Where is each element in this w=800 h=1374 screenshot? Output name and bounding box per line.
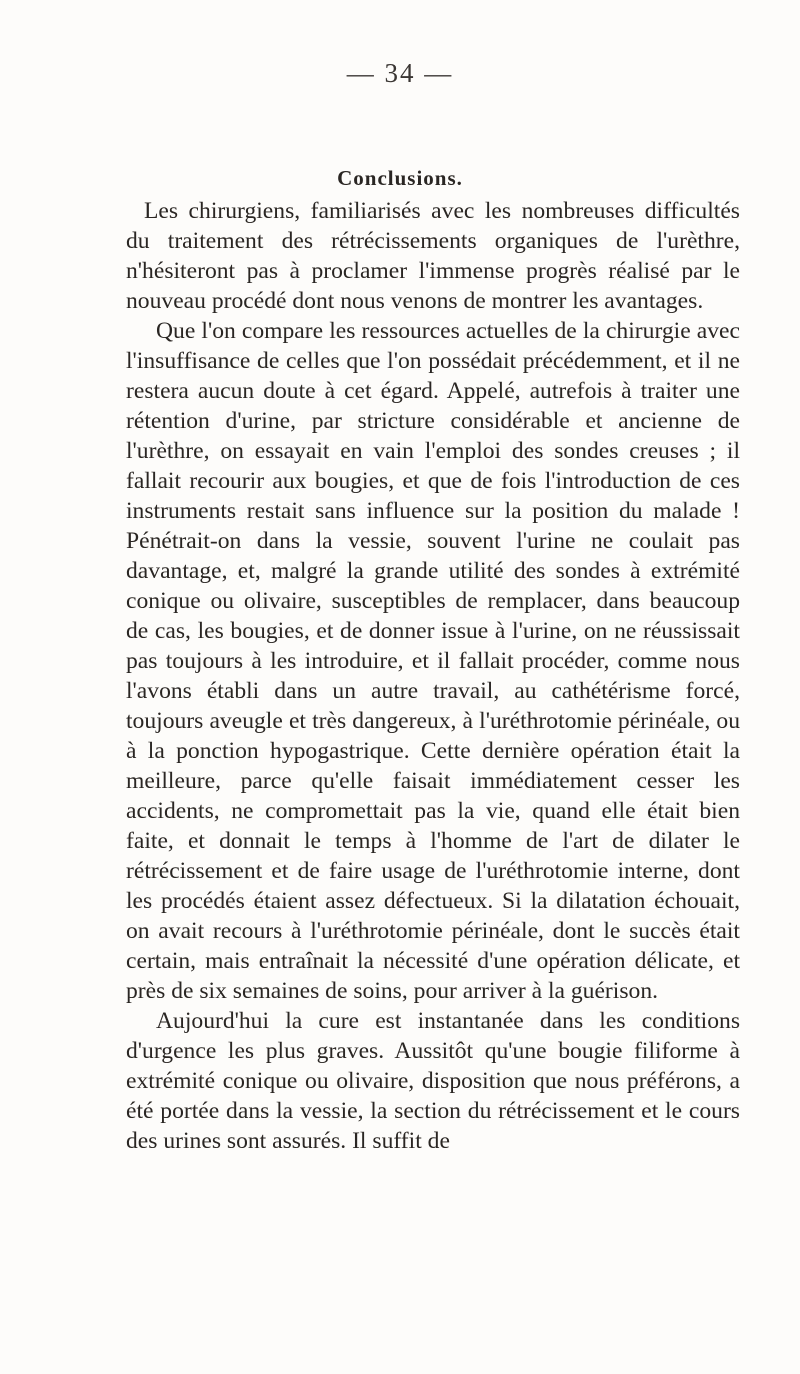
paragraph-3: Aujourd'hui la cure est instantanée dans les conditions d'urgence les plus graves. Aussitôt qu'une bougie filiforme à extrémité conique ou olivaire, disposition que nous préférons, a été portée dans la vessie, la section du rétrécissement et le cours des urines sont assurés. Il suffit de (126, 1008, 740, 1154)
paragraph-2: Que l'on compare les ressources actuelles de la chirurgie avec l'insuffisance de celles que l'on possédait précédemment, et il ne restera aucun doute à cet égard. Appelé, autrefois à traiter une rétention d'urine, par stricture considérable et ancienne de l'urèthre, on essayait en vain l'emploi des sondes creuses ; il fallait recourir aux bougies, et que de fois l'introduction de ces instruments restait sans influence sur la position du malade ! Pénétrait-on dans la vessie, souvent l'urine ne coulait pas davantage, et, malgré la grande utilité des sondes à extrémité conique ou olivaire, susceptibles de remplacer, dans beaucoup de cas, les bougies, et de donner issue à l'urine, on ne réussissait pas toujours à les introduire, et il fallait procéder, comme nous l'avons établi dans un autre travail, au cathétérisme forcé, toujours aveugle et très dangereux, à l'uréthrotomie périnéale, ou à la ponction hypogastrique. Cette dernière opération était la meilleure, parce qu'elle faisait immédiatement cesser les accidents, ne compromettait pas la vie, quand elle était bien faite, et donnait le temps à l'homme de l'art de dilater le rétrécissement et de faire usage de l'uréthrotomie interne, dont les procédés étaient assez défectueux. Si la dilatation échouait, on avait recours à l'uréthrotomie périnéale, dont le succès était certain, mais entraînait la nécessité d'une opération délicate, et près de six semaines de soins, pour arriver à la guérison. (126, 318, 740, 1004)
paragraph-1: Les chirurgiens, familiarisés avec les nombreuses difficultés du traitement des rétrécissements organiques de l'urèthre, n'hésiteront pas à proclamer l'immense progrès réalisé par le nouveau procédé dont nous venons de montrer les avantages. (126, 198, 740, 314)
body-text (126, 196, 740, 1156)
page-number: — 34 — (346, 58, 454, 88)
section-title: Conclusions. (337, 166, 463, 190)
